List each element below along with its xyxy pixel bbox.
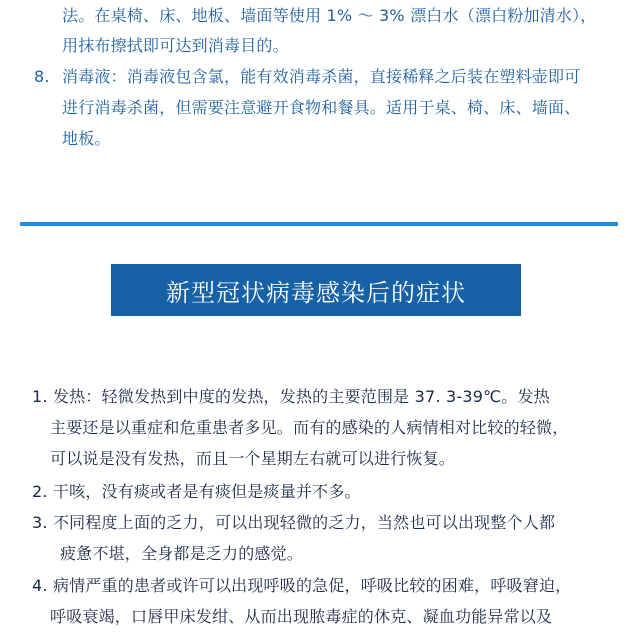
symptom-2-line1: 2. 干咳，没有痰或者是有痰但是痰量并不多。 — [32, 482, 361, 501]
section-title-banner — [111, 264, 521, 316]
symptom-4-line1: 4. 病情严重的患者或许可以出现呼吸的急促，呼吸比较的困难，呼吸窘迫， — [32, 576, 572, 595]
section-divider — [20, 222, 618, 226]
item7-continued-line1: 法。在桌椅、床、地板、墙面等使用 1% ～ 3% 漂白水（漂白粉加清水）， — [62, 6, 597, 25]
symptom-4-line2: 呼吸衰竭，口唇甲床发绀、从而出现脓毒症的休克、凝血功能异常以及 — [50, 607, 553, 626]
symptom-1-line1: 1. 发热：轻微发热到中度的发热，发热的主要范围是 37. 3-39℃。发热 — [32, 387, 550, 406]
item7-continued-line2: 用抹布擦拭即可达到消毒目的。 — [62, 36, 289, 55]
item8-line2: 进行消毒杀菌，但需要注意避开食物和餐具。适用于桌、椅、床、墙面、 — [62, 98, 581, 117]
list-marker-8: 8. — [34, 67, 50, 86]
symptom-3-line1: 3. 不同程度上面的乏力，可以出现轻微的乏力，当然也可以出现整个人都 — [32, 513, 556, 532]
item8-line3: 地板。 — [62, 129, 111, 148]
symptom-1-line3: 可以说是没有发热，而且一个星期左右就可以进行恢复。 — [50, 449, 456, 468]
symptom-1-line2: 主要还是以重症和危重患者多见。而有的感染的人病情相对比较的轻微， — [50, 418, 569, 437]
section-title: 新型冠状病毒感染后的症状 — [166, 278, 466, 307]
item8-line1: 消毒液：消毒液包含氯，能有效消毒杀菌，直接稀释之后装在塑料壶即可 — [62, 67, 581, 86]
symptom-3-line2: 疲惫不堪，全身都是乏力的感觉。 — [60, 544, 304, 563]
